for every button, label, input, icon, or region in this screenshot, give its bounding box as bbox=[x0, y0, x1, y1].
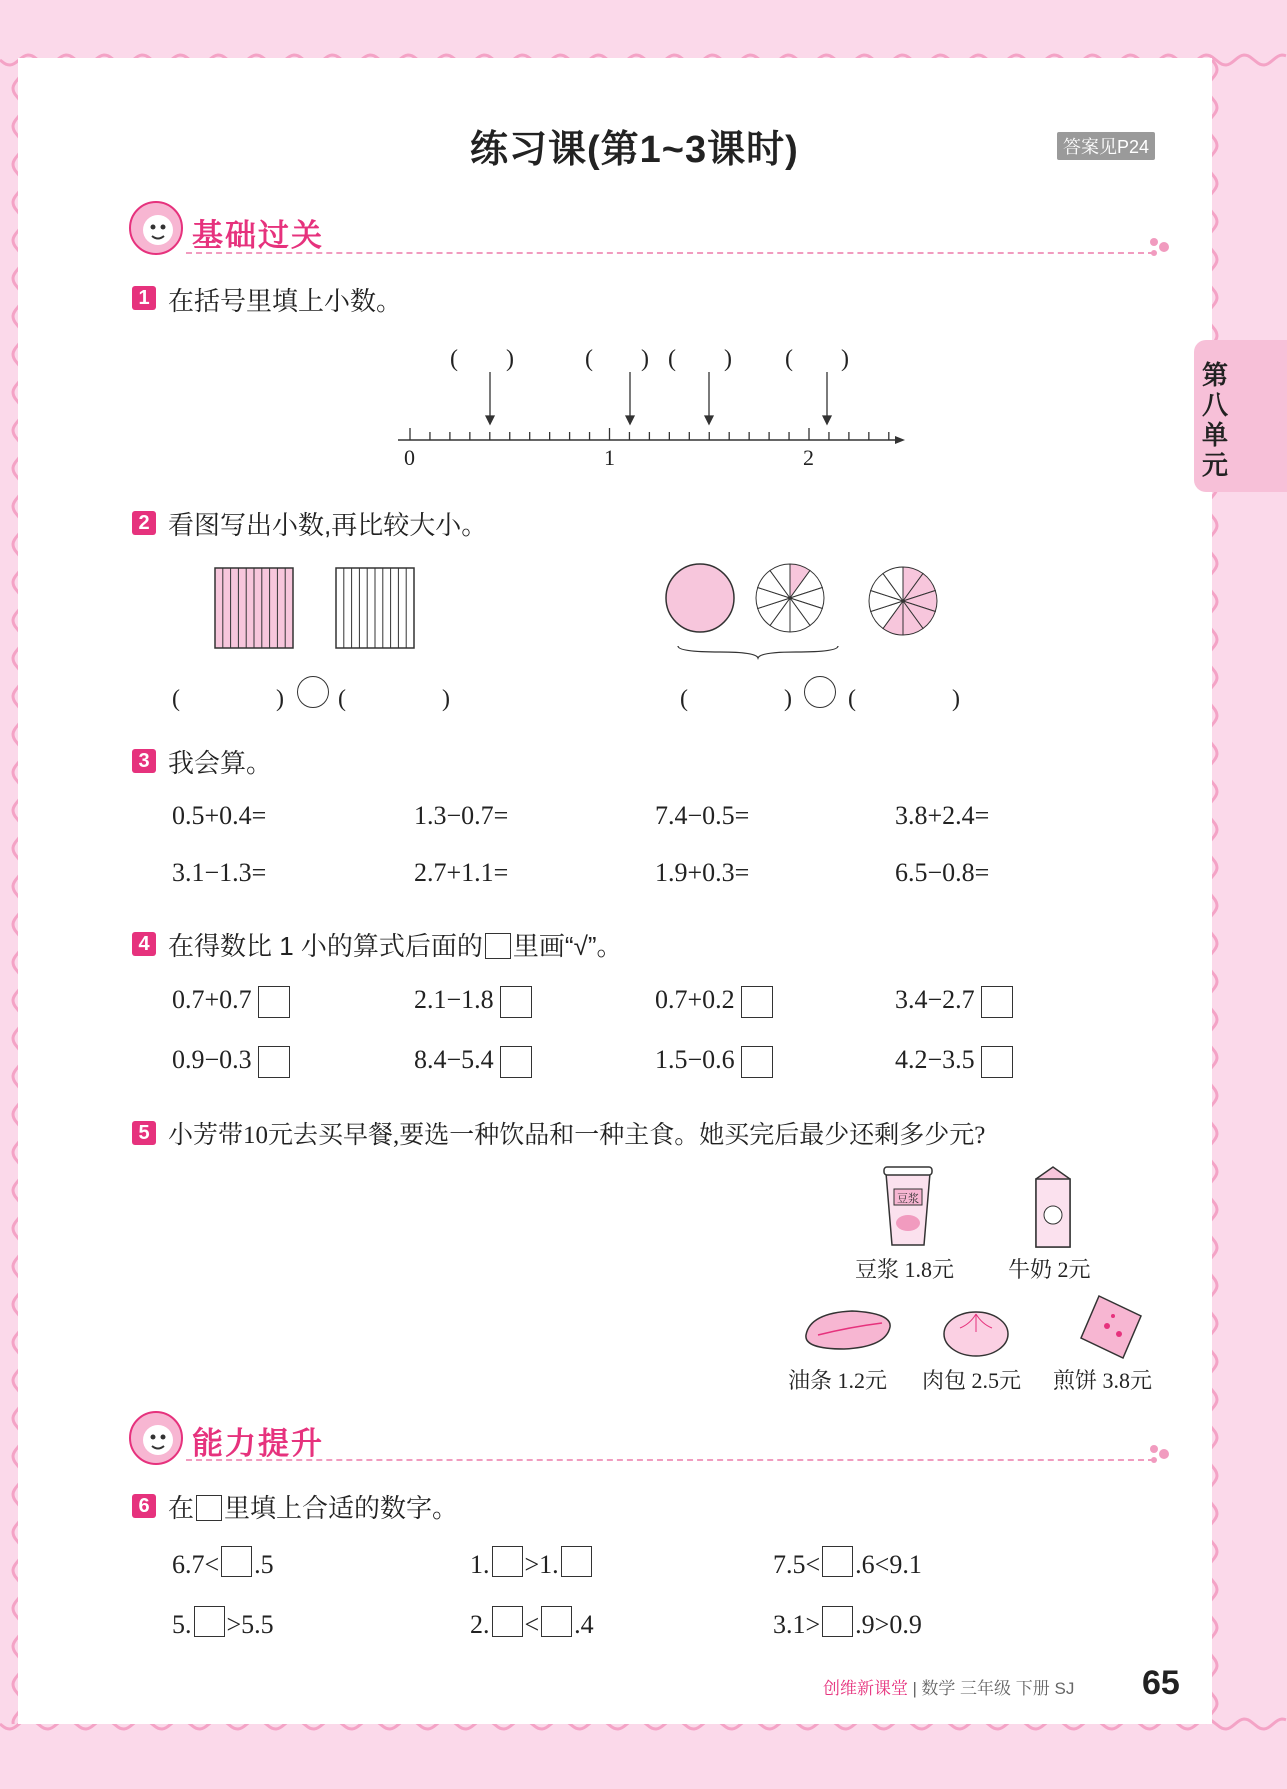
number-line-arrows bbox=[395, 370, 905, 450]
fraction-circles bbox=[660, 560, 950, 670]
fill-item: 2. < .4 bbox=[470, 1606, 594, 1640]
fill-item: 5. >5.5 bbox=[172, 1606, 274, 1640]
pancake-icon bbox=[1075, 1290, 1147, 1362]
equation: 7.4−0.5= bbox=[655, 801, 750, 830]
striped-square-left bbox=[214, 567, 294, 649]
digit-box[interactable] bbox=[492, 1546, 523, 1577]
answer-blank[interactable]: ( ) bbox=[172, 686, 284, 712]
monkey-mascot-icon bbox=[128, 1410, 184, 1466]
check-item: 2.1−1.8 bbox=[414, 985, 532, 1018]
answer-blank[interactable]: ( ) bbox=[338, 686, 450, 712]
dots-icon bbox=[1146, 234, 1172, 260]
check-box[interactable] bbox=[741, 986, 773, 1018]
section-divider bbox=[186, 252, 1154, 254]
meat-bun-icon bbox=[940, 1302, 1012, 1358]
question-number: 6 bbox=[132, 1494, 156, 1518]
unit-tab-label: 第八单元 bbox=[1201, 360, 1228, 480]
question-text: 看图写出小数,再比较大小。 bbox=[168, 510, 488, 540]
check-item: 3.4−2.7 bbox=[895, 985, 1013, 1018]
item-price: 油条 1.2元 bbox=[788, 1368, 888, 1393]
digit-box[interactable] bbox=[492, 1606, 523, 1637]
answer-blank[interactable]: ( ) bbox=[450, 346, 514, 372]
section-title-advanced: 能力提升 bbox=[192, 1426, 324, 1461]
question-number: 2 bbox=[132, 511, 156, 535]
axis-label: 2 bbox=[803, 445, 814, 470]
equation: 6.5−0.8= bbox=[895, 858, 990, 887]
check-box[interactable] bbox=[258, 1046, 290, 1078]
fill-item: 6.7< .5 bbox=[172, 1546, 274, 1580]
equation: 1.3−0.7= bbox=[414, 801, 509, 830]
svg-text:豆浆: 豆浆 bbox=[897, 1193, 919, 1205]
striped-square-right bbox=[335, 567, 415, 649]
axis-label: 1 bbox=[604, 445, 615, 470]
equation: 0.5+0.4= bbox=[172, 801, 267, 830]
question-number: 1 bbox=[132, 286, 156, 310]
question-text: 在括号里填上小数。 bbox=[168, 286, 403, 316]
answer-reference: 答案见P24 bbox=[1057, 132, 1155, 160]
check-box[interactable] bbox=[500, 1046, 532, 1078]
digit-box[interactable] bbox=[822, 1606, 853, 1637]
check-box[interactable] bbox=[981, 986, 1013, 1018]
check-item: 8.4−5.4 bbox=[414, 1045, 532, 1078]
digit-box[interactable] bbox=[541, 1606, 572, 1637]
fill-item: 7.5< .6<9.1 bbox=[773, 1546, 922, 1580]
compare-circle[interactable] bbox=[297, 676, 329, 708]
item-price: 煎饼 3.8元 bbox=[1053, 1368, 1153, 1393]
fill-item: 3.1> .9>0.9 bbox=[773, 1606, 922, 1640]
question-number: 3 bbox=[132, 749, 156, 773]
question-number: 4 bbox=[132, 932, 156, 956]
footer-info: 数学 三年级 下册 SJ bbox=[921, 1679, 1075, 1698]
question-text: 在得数比 1 小的算式后面的 里画“√”。 bbox=[168, 931, 623, 961]
footer bbox=[823, 1674, 1074, 1699]
soy-milk-cup-icon bbox=[880, 1165, 936, 1251]
equation: 1.9+0.3= bbox=[655, 858, 750, 887]
axis-label: 0 bbox=[404, 445, 415, 470]
check-item: 0.7+0.7 bbox=[172, 985, 290, 1018]
youtiao-icon bbox=[800, 1305, 896, 1353]
equation: 2.7+1.1= bbox=[414, 858, 509, 887]
equation: 3.1−1.3= bbox=[172, 858, 267, 887]
item-price: 牛奶 2元 bbox=[1008, 1257, 1091, 1282]
answer-blank[interactable]: ( ) bbox=[680, 686, 792, 712]
check-item: 1.5−0.6 bbox=[655, 1045, 773, 1078]
item-price: 肉包 2.5元 bbox=[922, 1368, 1022, 1393]
check-box[interactable] bbox=[981, 1046, 1013, 1078]
answer-blank[interactable]: ( ) bbox=[585, 346, 649, 372]
milk-carton-icon bbox=[1030, 1165, 1076, 1251]
check-box[interactable] bbox=[500, 986, 532, 1018]
equation: 3.8+2.4= bbox=[895, 801, 990, 830]
question-text: 小芳带10元去买早餐,要选一种饮品和一种主食。她买完后最少还剩多少元? bbox=[168, 1122, 986, 1149]
section-title-basic: 基础过关 bbox=[192, 218, 324, 253]
section-divider bbox=[186, 1459, 1154, 1461]
answer-blank[interactable]: ( ) bbox=[848, 686, 960, 712]
page-number: 65 bbox=[1142, 1664, 1180, 1702]
digit-box[interactable] bbox=[194, 1606, 225, 1637]
answer-blank[interactable]: ( ) bbox=[785, 346, 849, 372]
page-title: 练习课(第1~3课时) bbox=[470, 129, 799, 171]
dots-icon bbox=[1146, 1441, 1172, 1467]
digit-box[interactable] bbox=[561, 1546, 592, 1577]
check-item: 0.9−0.3 bbox=[172, 1045, 290, 1078]
item-price: 豆浆 1.8元 bbox=[855, 1257, 955, 1282]
fill-item: 1. >1. bbox=[470, 1546, 594, 1580]
compare-circle[interactable] bbox=[804, 676, 836, 708]
question-text: 我会算。 bbox=[168, 748, 273, 778]
check-item: 0.7+0.2 bbox=[655, 985, 773, 1018]
question-text: 在 里填上合适的数字。 bbox=[168, 1493, 459, 1523]
check-box[interactable] bbox=[258, 986, 290, 1018]
monkey-mascot-icon bbox=[128, 200, 184, 256]
digit-box[interactable] bbox=[822, 1546, 853, 1577]
footer-brand: 创维新课堂 bbox=[823, 1679, 908, 1698]
check-item: 4.2−3.5 bbox=[895, 1045, 1013, 1078]
digit-box[interactable] bbox=[221, 1546, 252, 1577]
footer-separator: | bbox=[912, 1679, 917, 1698]
check-box[interactable] bbox=[741, 1046, 773, 1078]
answer-blank[interactable]: ( ) bbox=[668, 346, 732, 372]
question-number: 5 bbox=[132, 1121, 156, 1145]
